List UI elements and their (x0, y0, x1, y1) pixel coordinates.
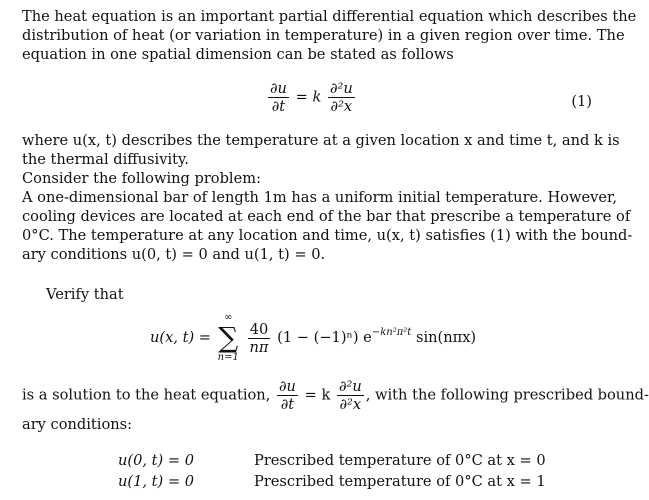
rhs-fraction: $\frac{\text{∂²u}}{\text{∂²x}}$ (329, 80, 353, 115)
text-line: the thermal diffusivity. (22, 151, 189, 168)
where-paragraph (22, 131, 633, 264)
exponent: −kn²π²t (371, 327, 412, 338)
condition-left: u(0, t) = 0 (118, 452, 195, 469)
text-line: A one-dimensional bar of length 1m has a uniform initial temperature. However, (22, 189, 617, 206)
text-line: Consider the following problem: (22, 170, 261, 187)
intro-line: equation in one spatial dimension can be stated as follows (22, 46, 454, 63)
solution-formula (150, 312, 476, 364)
summation: ∞ ∑ n=1 (217, 312, 239, 363)
coefficient-fraction: $\frac{40}{n\pi}$ (249, 320, 269, 356)
condition-right: u(1, t) = 0 (118, 473, 195, 490)
intro-paragraph (22, 7, 637, 64)
heat-equation (266, 80, 357, 115)
solution-tail: sin(nπx) (415, 329, 477, 346)
equation-number: (1) (571, 93, 592, 110)
equals-sign: = (295, 88, 308, 106)
diffusivity-symbol: k (312, 88, 322, 106)
rhs-fraction: $\frac{\text{∂²u}}{\text{∂²x}}$ (338, 378, 362, 413)
condition-desc: Prescribed temperature of 0°C at x = 1 (254, 473, 546, 490)
condition-desc: Prescribed temperature of 0°C at x = 0 (254, 452, 546, 469)
intro-line: The heat equation is an important partial differential equation which describes the (22, 8, 637, 25)
is-solution-line: is a solution to the heat equation, $\frac{\partial u}{\partial t}$ = k $\frac{\text{∂²u}}{\text{∂²x}}$ , with the following prescribed bound- (22, 378, 649, 413)
solution-lhs: u(x, t) = (150, 329, 212, 346)
intro-line: distribution of heat (or variation in temperature) in a given region over time. The (22, 27, 625, 44)
verify-label: Verify that (46, 286, 124, 303)
text-line: cooling devices are located at each end of the bar that prescribe a temperature of (22, 208, 631, 225)
lhs-fraction: $\frac{\partial u}{\partial t}$ (278, 378, 296, 413)
text-line: ary conditions u(0, t) = 0 and u(1, t) = 0. (22, 246, 326, 263)
text-line: where u(x, t) describes the temperature at a given location x and time t, and k is (22, 132, 620, 149)
text-line: ary conditions: (22, 416, 133, 433)
lhs-fraction: $\frac{\partial u}{\partial t}$ (270, 80, 287, 115)
text-line: 0°C. The temperature at any location and time, u(x, t) satisfies (1) with the bound- (22, 227, 633, 244)
solution-factor: (1 − (−1)ⁿ) e (277, 329, 372, 346)
